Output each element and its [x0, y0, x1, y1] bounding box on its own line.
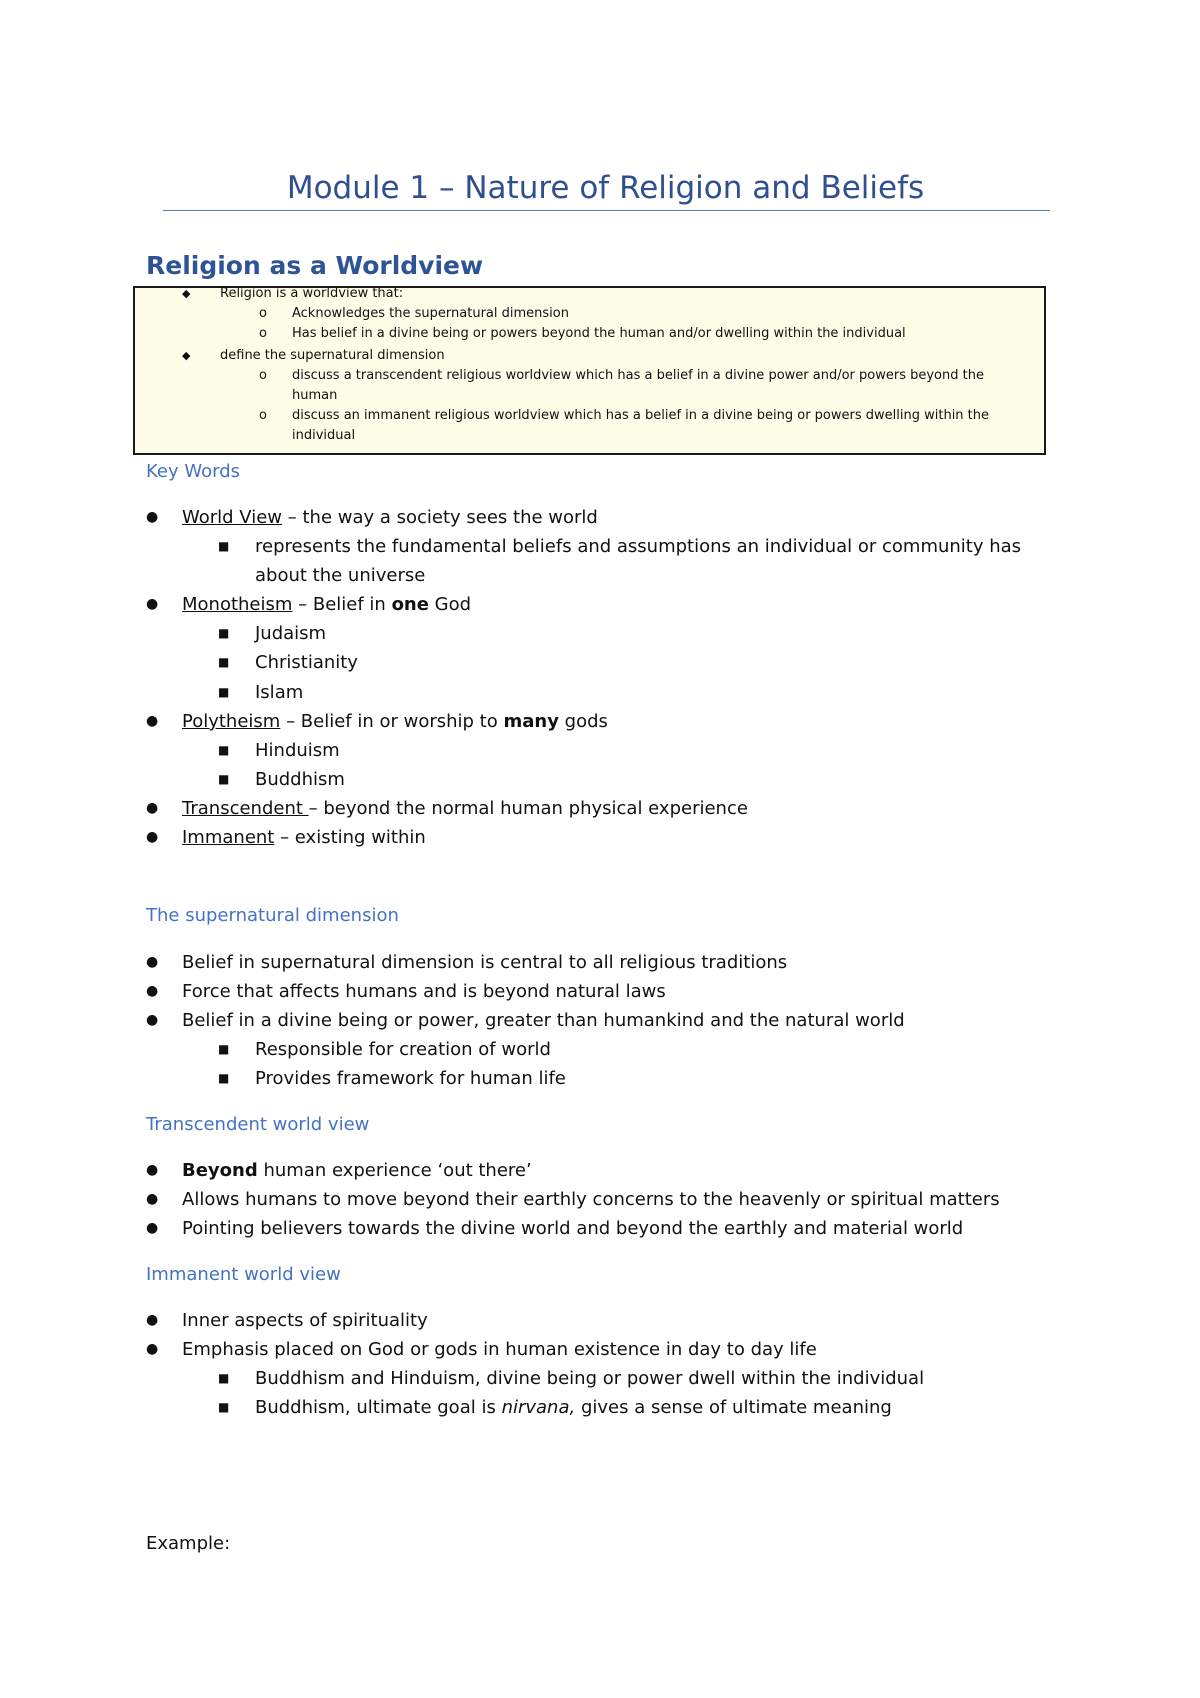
term: Immanent — [182, 827, 275, 848]
definition: – beyond the normal human physical experience — [308, 798, 748, 819]
list-item: Pointing believers towards the divine world and beyond the earthly and material world — [182, 1218, 964, 1239]
list-item: Emphasis placed on God or gods in human existence in day to day life — [182, 1339, 817, 1360]
list-item — [182, 590, 471, 619]
definition: – the way a society sees the world — [282, 507, 598, 528]
bullet: ● — [146, 596, 159, 612]
list-item: Belief in a divine being or power, greater than humankind and the natural world — [182, 1010, 905, 1031]
item-text: human experience ‘out there’ — [257, 1160, 532, 1181]
sub-list-item: Buddhism — [255, 769, 345, 790]
list-item — [182, 823, 426, 852]
list-item: Belief in supernatural dimension is central to all religious traditions — [182, 952, 788, 973]
bullet: ● — [146, 829, 159, 845]
square-bullet: ■ — [218, 539, 230, 553]
supernatural-heading: The supernatural dimension — [146, 905, 399, 926]
immanent-heading: Immanent world view — [146, 1264, 341, 1285]
box-bullet: ◆ — [182, 287, 191, 300]
bullet: ● — [146, 1191, 159, 1207]
term: World View — [182, 507, 283, 528]
list-item — [182, 794, 748, 823]
box-item: define the supernatural dimension — [220, 348, 445, 363]
sub-list-item: Christianity — [255, 652, 358, 673]
list-item — [182, 1156, 532, 1185]
box-sub-marker: o — [259, 306, 267, 321]
emphasis: Beyond — [182, 1160, 258, 1181]
section-heading: Religion as a Worldview — [146, 251, 484, 280]
bullet: ● — [146, 1341, 159, 1357]
box-subitem-continuation: individual — [292, 428, 356, 443]
box-sub-marker: o — [259, 368, 267, 383]
definition: – Belief in or worship to — [280, 711, 504, 732]
box-sub-marker: o — [259, 326, 267, 341]
bullet: ● — [146, 1220, 159, 1236]
sub-list-item: Hinduism — [255, 740, 340, 761]
box-subitem: Acknowledges the supernatural dimension — [292, 306, 569, 321]
square-bullet: ■ — [218, 655, 230, 669]
box-subitem: discuss a transcendent religious worldview which has a belief in a divine power and/or powers beyond the — [292, 368, 984, 383]
square-bullet: ■ — [218, 1400, 230, 1414]
bullet: ● — [146, 1312, 159, 1328]
sub-list-item: represents the fundamental beliefs and assumptions an individual or community has — [255, 536, 1022, 557]
sub-list-item: Responsible for creation of world — [255, 1039, 551, 1060]
square-bullet: ■ — [218, 772, 230, 786]
term: Transcendent — [182, 798, 309, 819]
bullet: ● — [146, 1012, 159, 1028]
sub-list-item: Islam — [255, 682, 304, 703]
term: Monotheism — [182, 594, 293, 615]
syllabus-outcomes-box — [133, 286, 1046, 455]
box-subitem: discuss an immanent religious worldview which has a belief in a divine being or powers dwelling within the — [292, 408, 990, 423]
sub-list-item-continuation: about the universe — [255, 565, 426, 586]
square-bullet: ■ — [218, 1371, 230, 1385]
box-sub-marker: o — [259, 408, 267, 423]
definition-end: God — [428, 594, 472, 615]
italic-term: nirvana, — [501, 1397, 576, 1418]
sub-list-item — [255, 1393, 892, 1422]
list-item: Inner aspects of spirituality — [182, 1310, 428, 1331]
example-label: Example: — [146, 1533, 231, 1554]
square-bullet: ■ — [218, 626, 230, 640]
title-underline — [163, 210, 1050, 211]
box-item: Religion is a worldview that: — [220, 286, 404, 301]
list-item — [182, 707, 608, 736]
transcendent-heading: Transcendent world view — [146, 1114, 370, 1135]
definition: – existing within — [274, 827, 426, 848]
bullet: ● — [146, 509, 159, 525]
definition: – Belief in — [292, 594, 392, 615]
list-item: Force that affects humans and is beyond natural laws — [182, 981, 666, 1002]
page-title: Module 1 – Nature of Religion and Beliefs — [286, 170, 925, 206]
list-item: Allows humans to move beyond their earthly concerns to the heavenly or spiritual matters — [182, 1189, 1000, 1210]
square-bullet: ■ — [218, 1071, 230, 1085]
square-bullet: ■ — [218, 685, 230, 699]
item-text: Buddhism, ultimate goal is — [255, 1397, 502, 1418]
square-bullet: ■ — [218, 743, 230, 757]
box-subitem-continuation: human — [292, 388, 338, 403]
box-bullet: ◆ — [182, 349, 191, 362]
sub-list-item: Judaism — [255, 623, 327, 644]
sub-list-item: Provides framework for human life — [255, 1068, 566, 1089]
term: Polytheism — [182, 711, 281, 732]
list-item — [182, 503, 598, 532]
bullet: ● — [146, 983, 159, 999]
key-words-heading: Key Words — [146, 461, 240, 482]
emphasis: many — [503, 711, 559, 732]
sub-list-item: Buddhism and Hinduism, divine being or power dwell within the individual — [255, 1368, 925, 1389]
bullet: ● — [146, 954, 159, 970]
bullet: ● — [146, 1162, 159, 1178]
definition-end: gods — [558, 711, 608, 732]
bullet: ● — [146, 713, 159, 729]
item-text-end: gives a sense of ultimate meaning — [575, 1397, 892, 1418]
bullet: ● — [146, 800, 159, 816]
box-subitem: Has belief in a divine being or powers beyond the human and/or dwelling within the individual — [292, 326, 906, 341]
emphasis: one — [391, 594, 429, 615]
square-bullet: ■ — [218, 1042, 230, 1056]
